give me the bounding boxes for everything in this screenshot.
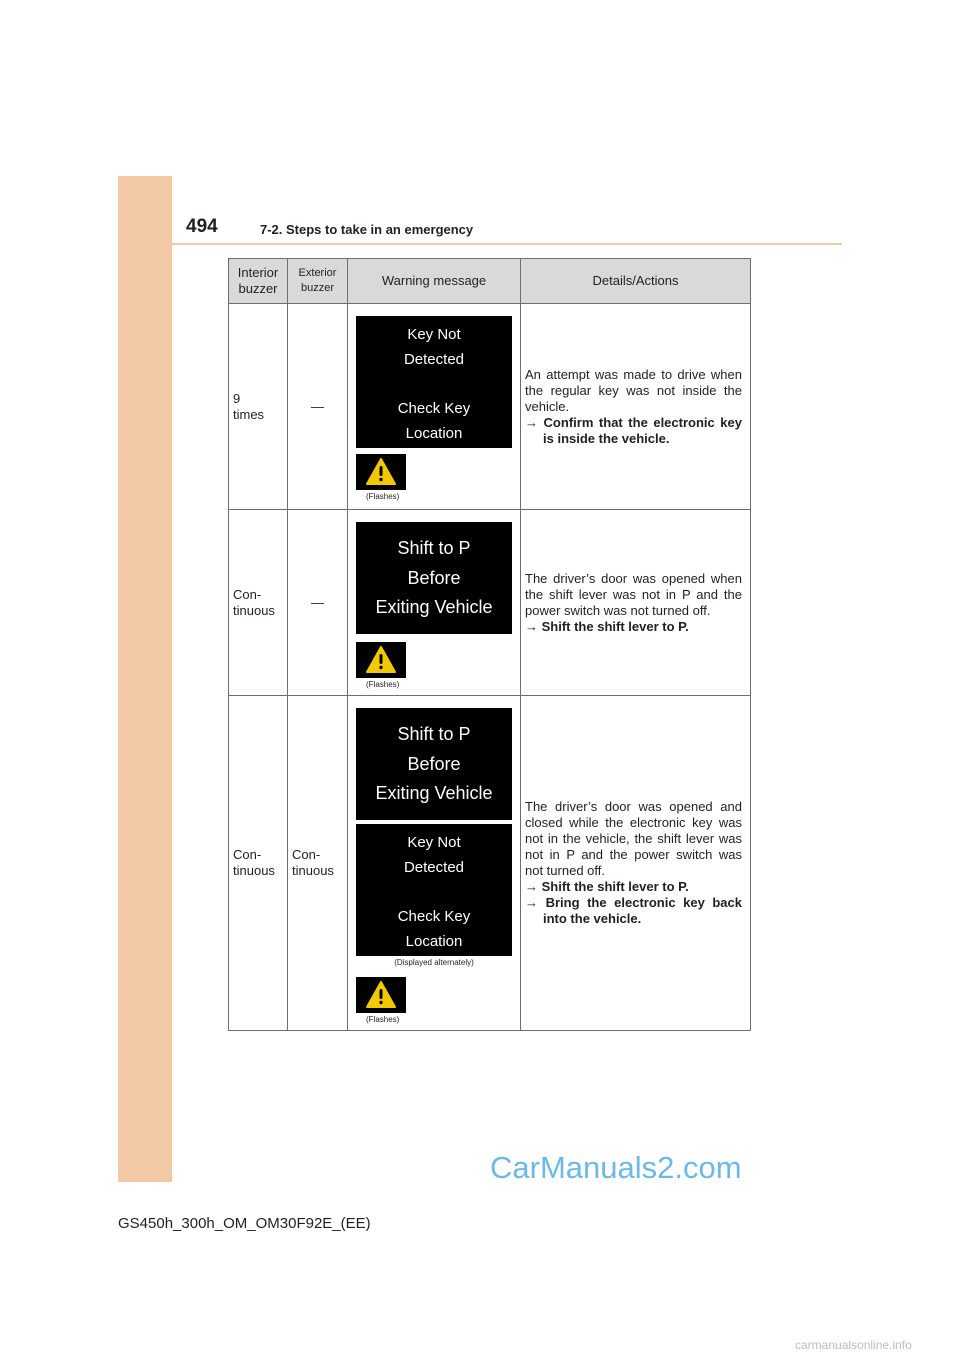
watermark-logo: CarManuals2.com bbox=[490, 1150, 742, 1185]
interior-buzzer-cell bbox=[229, 304, 288, 510]
col-label: Exterior buzzer bbox=[298, 267, 337, 294]
action-text: → Confirm that the electronic key is inside the vehicle. bbox=[525, 414, 742, 446]
col-label: Interior buzzer bbox=[237, 265, 279, 296]
exterior-buzzer-line: tinuous bbox=[292, 863, 334, 878]
action-text: → Shift the shift lever to P. bbox=[525, 879, 689, 894]
action-text: → Shift the shift lever to P. bbox=[525, 618, 689, 634]
flash-label: (Flashes) bbox=[366, 1015, 400, 1024]
warning-light bbox=[356, 977, 406, 1013]
warning-message-cell bbox=[348, 510, 521, 696]
table-row bbox=[229, 510, 751, 696]
col-details-actions bbox=[521, 259, 751, 304]
interior-buzzer-unit: times bbox=[233, 406, 265, 422]
warning-message-cell bbox=[348, 304, 521, 510]
action-text: → Bring the electronic key back into the vehicle. bbox=[525, 895, 742, 926]
header-rule bbox=[172, 243, 842, 245]
col-interior-buzzer bbox=[229, 259, 288, 304]
screen-line: Before bbox=[407, 567, 461, 588]
table-row bbox=[229, 304, 751, 510]
col-warning-message bbox=[348, 259, 521, 304]
warning-table bbox=[228, 258, 751, 1031]
warning-triangle-icon bbox=[366, 981, 396, 1008]
details-cell bbox=[521, 696, 751, 1031]
alternate-label: (Displayed alternately) bbox=[394, 958, 474, 967]
flash-label: (Flashes) bbox=[366, 492, 400, 501]
footer-code: GS450h_300h_OM_OM30F92E_(EE) bbox=[118, 1215, 371, 1232]
warning-message-cell bbox=[348, 696, 521, 1031]
exterior-buzzer-cell: — bbox=[288, 510, 348, 696]
flash-label: (Flashes) bbox=[366, 680, 400, 689]
interior-buzzer-line: Con- bbox=[233, 586, 262, 602]
exterior-buzzer-cell: — bbox=[288, 304, 348, 510]
table-header-row bbox=[229, 259, 751, 304]
warning-light bbox=[356, 642, 406, 678]
warning-light bbox=[356, 454, 406, 490]
display-screen bbox=[356, 824, 512, 956]
screen-line: Detected bbox=[403, 351, 465, 368]
interior-buzzer-line: tinuous bbox=[233, 863, 275, 878]
interior-buzzer-cell bbox=[229, 696, 288, 1031]
screen-line: Check Key bbox=[397, 400, 471, 417]
display-screen bbox=[356, 316, 512, 448]
interior-buzzer-line: tinuous bbox=[233, 602, 275, 618]
display-screen bbox=[356, 522, 512, 634]
display-screen bbox=[356, 708, 512, 820]
table-row bbox=[229, 696, 751, 1031]
chapter-sidebar bbox=[118, 176, 172, 1182]
screen-line: Exiting Vehicle bbox=[375, 783, 493, 803]
screen-line: Key Not bbox=[407, 834, 461, 851]
details-text: The driver’s door was opened and closed while the electronic key was not in the vehicle, the shift lever was not in P and the power switch was not turned off. bbox=[525, 799, 742, 878]
screen-line: Check Key bbox=[397, 908, 471, 925]
interior-buzzer-count: 9 bbox=[233, 390, 241, 406]
details-cell bbox=[521, 510, 751, 696]
screen-gap bbox=[356, 372, 512, 396]
screen-line: Shift to P bbox=[397, 538, 471, 558]
details-text: An attempt was made to drive when the regular key was not inside the vehicle. bbox=[525, 366, 742, 414]
col-label: Warning message bbox=[381, 273, 487, 288]
section-title: 7-2. Steps to take in an emergency bbox=[260, 222, 474, 237]
screen-line: Location bbox=[405, 425, 463, 442]
exterior-buzzer-cell bbox=[288, 696, 348, 1031]
col-label: Details/Actions bbox=[592, 273, 679, 288]
screen-line: Before bbox=[407, 753, 461, 774]
screen-line: Location bbox=[405, 933, 463, 950]
interior-buzzer-cell bbox=[229, 510, 288, 696]
interior-buzzer-line: Con- bbox=[233, 847, 262, 862]
exterior-buzzer-line: Con- bbox=[292, 847, 321, 862]
screen-line: Exiting Vehicle bbox=[375, 597, 493, 617]
screen-line: Key Not bbox=[407, 326, 461, 343]
details-text: The driver’s door was opened when the shift lever was not in P and the power switch was not turned off. bbox=[525, 570, 742, 618]
screen-gap bbox=[356, 880, 512, 904]
screen-line: Shift to P bbox=[397, 724, 471, 744]
warning-triangle-icon bbox=[366, 646, 396, 673]
warning-triangle-icon bbox=[366, 458, 396, 485]
screen-line: Detected bbox=[403, 859, 465, 876]
watermark-secondary: carmanualsonline.info bbox=[795, 1338, 912, 1352]
details-cell bbox=[521, 304, 751, 510]
col-exterior-buzzer bbox=[288, 259, 348, 304]
page-number: 494 bbox=[186, 216, 218, 237]
